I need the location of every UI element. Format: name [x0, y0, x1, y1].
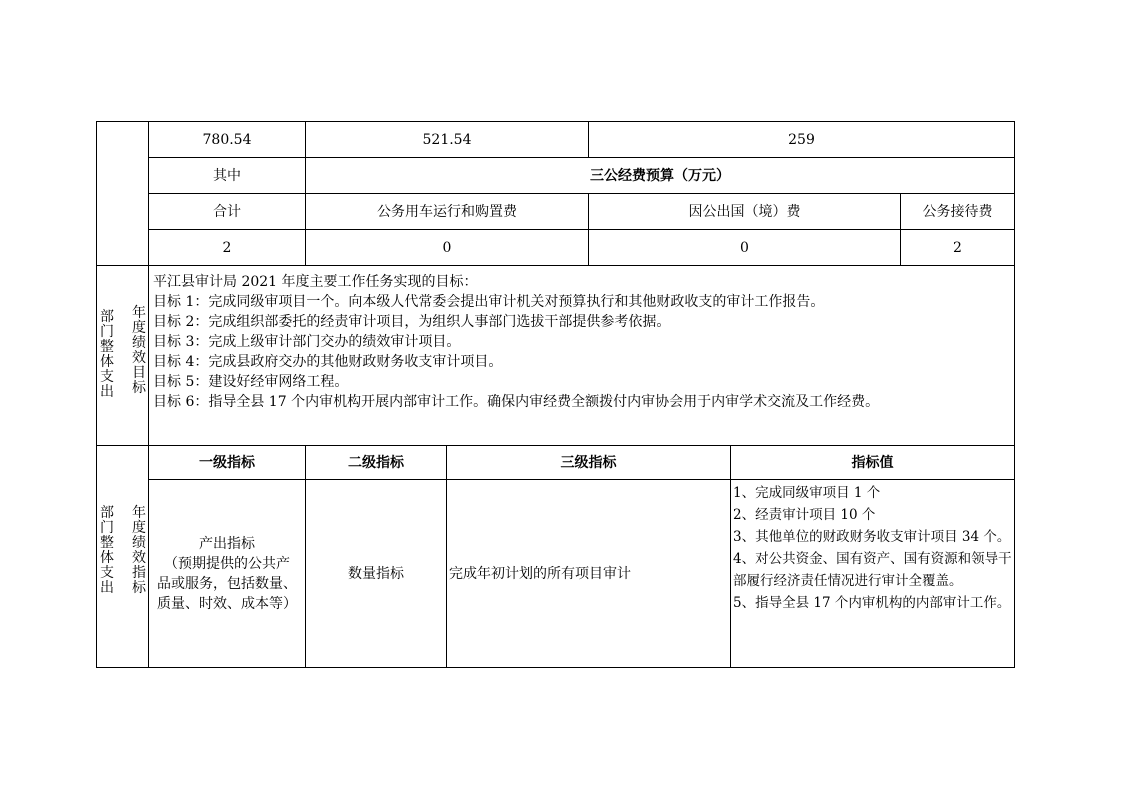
goal-1: 目标 1：完成同级审项目一个。向本级人代常委会提出审计机关对预算执行和其他财政收支的审计工作报告。 — [153, 294, 825, 310]
goal-4: 目标 4：完成县政府交办的其他财政财务收支审计项目。 — [153, 354, 503, 370]
side-label-dept-overall: 部 门 整 体 支 出 — [100, 309, 114, 400]
perf-goals-side-label — [97, 266, 149, 446]
budget-total: 780.54 — [149, 122, 306, 158]
sangong-header-vehicle: 公务用车运行和购置费 — [306, 194, 589, 230]
budget-project: 259 — [589, 122, 1015, 158]
header-value: 指标值 — [731, 446, 1015, 480]
level2-quantity-indicator: 数量指标 — [306, 480, 447, 668]
sangong-values-row — [97, 230, 1015, 266]
sangong-header-row — [97, 194, 1015, 230]
perf-goals-text — [149, 266, 1015, 446]
goal-2: 目标 2：完成组织部委托的经责审计项目，为组织人事部门选拔干部提供参考依据。 — [153, 314, 671, 330]
goal-5: 目标 5：建设好经审网络工程。 — [153, 374, 349, 390]
sangong-header-abroad: 因公出国（境）费 — [589, 194, 901, 230]
sangong-title-row — [97, 158, 1015, 194]
budget-performance-table — [96, 121, 1015, 668]
empty-side-cell — [97, 122, 149, 266]
side-label-annual-indicators: 年 度 绩 效 指 标 — [132, 505, 146, 596]
indicators-side-label — [97, 446, 149, 668]
indicator-value-3: 3、其他单位的财政财务收支审计项目 34 个。 — [733, 529, 1011, 545]
side-label-dept-overall-2: 部 门 整 体 支 出 — [100, 505, 114, 596]
level3-indicator: 完成年初计划的所有项目审计 — [447, 480, 731, 668]
indicator-row — [97, 480, 1015, 668]
level1-output-indicator: 产出指标 （预期提供的公共产 品或服务，包括数量、 质量、时效、成本等） — [149, 480, 306, 668]
sangong-value-abroad: 0 — [589, 230, 901, 266]
sangong-value-reception: 2 — [901, 230, 1015, 266]
goal-3: 目标 3：完成上级审计部门交办的绩效审计项目。 — [153, 334, 461, 350]
indicator-value-4: 4、对公共资金、国有资产、国有资源和领导干部履行经济责任情况进行审计全覆盖。 — [733, 551, 1012, 589]
budget-basic: 521.54 — [306, 122, 589, 158]
header-level2: 二级指标 — [306, 446, 447, 480]
indicator-value-1: 1、完成同级审项目 1 个 — [733, 485, 881, 501]
qizhong-label: 其中 — [149, 158, 306, 194]
indicator-header-row — [97, 446, 1015, 480]
sangong-header-total: 合计 — [149, 194, 306, 230]
indicator-value-2: 2、经责审计项目 10 个 — [733, 507, 876, 523]
indicator-value-5: 5、指导全县 17 个内审机构的内部审计工作。 — [733, 595, 1011, 611]
sangong-value-vehicle: 0 — [306, 230, 589, 266]
side-label-annual-goals: 年 度 绩 效 目 标 — [132, 305, 146, 396]
goal-6: 目标 6：指导全县 17 个内审机构开展内部审计工作。确保内审经费全额拨付内审协会用于内审学术交流及工作经费。 — [153, 394, 880, 410]
header-level1: 一级指标 — [149, 446, 306, 480]
indicator-values — [731, 480, 1015, 668]
goals-intro: 平江县审计局 2021 年度主要工作任务实现的目标： — [153, 274, 478, 290]
header-level3: 三级指标 — [447, 446, 731, 480]
budget-row — [97, 122, 1015, 158]
perf-goals-row — [97, 266, 1015, 446]
sangong-header-reception: 公务接待费 — [901, 194, 1015, 230]
sangong-title: 三公经费预算（万元） — [306, 158, 1015, 194]
sangong-value-total: 2 — [149, 230, 306, 266]
